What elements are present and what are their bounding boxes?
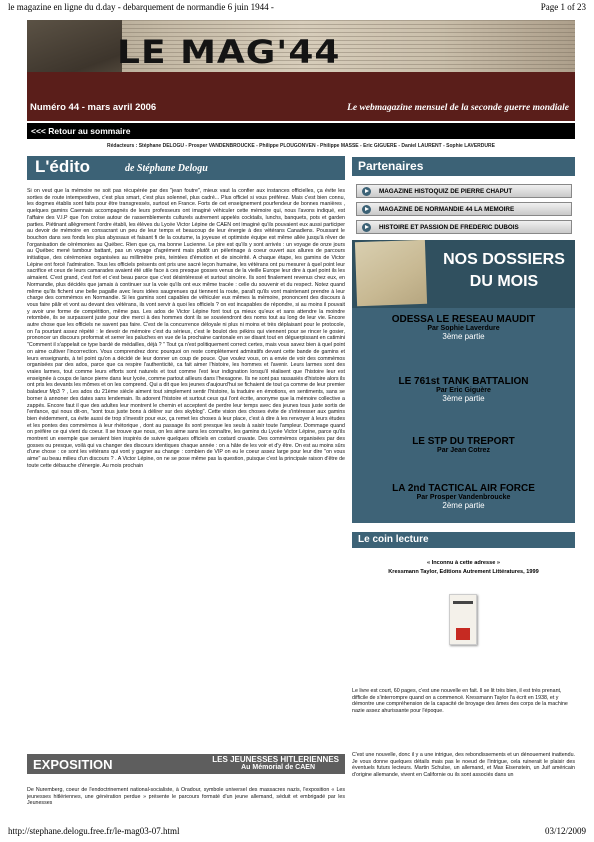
print-footer [8,826,586,838]
site-tagline: Le webmagazine mensuel de la seconde guerre mondiale [347,103,569,113]
site-logo: LE MAG'44 [117,34,341,71]
print-header-title: le magazine en ligne du d.day - debarquement de normandie 6 juin 1944 - [8,2,274,12]
exposition-title: EXPOSITION [33,757,113,772]
dossier-author: Par Jean Cotrez [437,447,490,454]
exposition-name: LES JEUNESSES HITLERIENNES [212,755,339,764]
exposition-venue: Au Mémorial de CAEN [241,764,315,771]
edito-header [27,156,345,180]
dossier-part: 3ème partie [442,394,485,403]
book-edition: Kressmann Taylor, Editions Autrement Littératures, 1999 [388,569,539,575]
play-arrow-icon [362,223,371,232]
dossier-author: Par Prosper Vandenbroucke [416,494,511,501]
print-footer-date: 03/12/2009 [544,826,586,836]
print-footer-url: http://stephane.delogu.free.fr/le-mag03-07.html [8,826,180,836]
book-cover-image [449,594,477,645]
book-cover-title-bar [453,601,473,604]
book-title: « Inconnu à cette adresse » [426,560,501,566]
book-review-intro: Le livre est court, 60 pages, c'est une nouvelle en fait. Il se lit très bien, il est très prenant, difficile de s'interrompre quand on a commencé. Kressmann Taylor l'a écrit en 1938, et y démontre une compréhension de la capacité de broyage des âmes des corps de la machine nazie assez ahurissante pour l'époque. [352,688,568,715]
dossier-author: Par Sophie Laverdure [427,325,500,332]
dossiers-title [434,249,574,293]
dossier-author: Par Eric Giguère [436,387,491,394]
dossier-item-stp-treport[interactable] [352,436,575,454]
edito-byline: de Stéphane Delogu [125,163,208,174]
book-review-body: C'est une nouvelle, donc il y a une intrigue, des rebondissements et un dénouement inattendu. Je vous donne quelques détails mais pas le noeud de l'intrigue, cela ruinerait le plaisir des éventuels futurs lecteurs. Martin Schulse, un allemand, et Max Eisenstein, un Juif américain d'origine allemande, vivent en Californie ou ils sont associés dans un [352,752,575,779]
exposition-header [27,754,345,774]
reading-corner-title: Le coin lecture [358,534,429,545]
partner-link-histoquiz[interactable] [356,184,572,198]
edito-title: L'édito [35,157,91,176]
partners-header [352,157,575,176]
dossier-item-761st[interactable] [352,376,575,403]
dossiers-title-line1: NOS DOSSIERS [443,251,565,268]
dossier-item-odessa[interactable] [352,314,575,341]
partners-list [356,184,572,238]
partner-link-normandie44[interactable] [356,202,572,216]
banner-band [27,72,575,100]
dossier-title: ODESSA LE RESEAU MAUDIT [391,314,536,325]
print-header [8,2,586,14]
partners-title: Partenaires [358,159,424,173]
print-header-page: Page 1 of 23 [540,2,586,12]
dossiers-title-line2: DU MOIS [469,273,539,290]
back-to-summary-link[interactable]: <<< Retour au sommaire [27,123,575,139]
issue-stripe [27,100,575,121]
partner-link-label: MAGAZINE DE NORMANDIE 44 LA MEMOIRE [379,206,515,213]
book-cover-band [456,628,470,640]
dossier-title: LA 2nd TACTICAL AIR FORCE [392,483,535,494]
play-arrow-icon [362,205,371,214]
dossiers-banner [352,240,575,308]
dossier-part: 2ème partie [442,501,485,510]
partner-link-histoire-passion[interactable] [356,220,572,234]
folder-image [355,240,427,306]
dossier-title: LE 761st TANK BATTALION [398,376,529,387]
edito-body: Si on veut que la mémoire ne soit pas récupérée par des "jean foutre", mieux vaut la confier aux instances officielles, ça évite les sorties de route intempestives, c'est plus smart, c'est plus solennel, plus cadré... Plus officiel si vous préférez. Mais c'est bien connu, les dogmes établis sont faits pour être transgressés, surtout en France. Forts de cet enseignement pourfendeur de bonnes manières , quelques gamins Caennais accompagnés de leurs professeurs ont imaginé véhiculer cette mémoire qui, nous l'avons indiqué, est l'affaire des V.I.P que l'on croise autour de rassemblements culturels autrement appelés cocktails, lunchs, banquets, pots et garden parties. Piétinant allègrement l'ordre établi, les élèves du Lycée Victor Lépine de CAEN ont imaginé qu'ils pouvaient eux aussi participer au devoir de mémoire en consacrant un peu de leur temps et beaucoup de leur énergie à des vétérans Canadiens. Poussant le bouchon dans ses fonds les plus abyssaux et faisant fi de la coutume, la joyeuse et optimiste équipe est même allée jusqu'à rêver de l'organisation de cérémonies au Québec. Rien que ça, ma bonne Lucienne. Le pire est qu'ils y sont arrivés : un voyage de onze jours au Québec mené tambour battant, pas un voyage d'agrément mais plutôt un pèlerinage à coeur ouvert aux allures de parcours initiatique, des cérémonies organisées au millimètre près, teintées d'émotion et de sincérité. A chaque étape, les gamins de Victor Lépine ont forcé l'admiration. Tous les officiels présents ont pris une sacré leçon humaine, les vétérans ont pu mesurer à quel point leur sacrifice et ceux de leurs camarades avaient été utile face à ces presque gosses venus de la vieille Europe leur dire à quel point ils les aimaient. C'est grand, c'est fort et c'est beau parce que c'est désintéressé et surtout sincère. Ils sont finalement revenus chez eux, en Normandie, plus décidés que jamais à continuer sur la voie qu'ils ont eux même tracée : celle du souvenir et du respect. Notez quand même qu'ils fichent une belle pagaille avec leurs idées saugrenues qui tiennent la route, paraît qu'ils vont maintenant prendre à leur charge des commémos en Normandie. Si les gamins sont capables de véhiculer eux mêmes la mémoire, prononcent des discours à vous faire pâlir et vont au devant des vétérans, ils vont servir à quoi les officiels ? on est incapables de répondre, si au moins il pouvait y avoir une forme de compétition, même pas. Les ados de Victor Lépine font tout ça mieux qu'eux et sans attendre la moindre retombée, ils se surpassent juste pour dire merci à des hommes dont ils se souviendront des noms tout au long de leur vie. Encore autre chose que les officiels ne savent pas faire. C'est de la concurrence déloyale ni plus ni moins et très déplaisant pour le protocole, on l'a pourtant assez répété : le devoir de mémoire c'est du sérieux, c'est le boulot des pékins qui viennent pour se rincer le gosier, prononcer un discours proformat et serrer les paluches en vue de la prochaine cantonale en se disant tout en déguerpissant en catimini "Comment il s'appelait ce type bardé de médailles, déjà ? " Tout ça n'est politiquement correct certes, mais vous savez bien à quel point on aime cultiver l'incorrection. Vous comprendrez donc pourquoi on reste complètement admiratifs devant cette bande de gamins et leurs enseignants, à tel point qu'on a décidé de leur donner un coup de pouce. Que voulez vous, on a envie de voir des commémos organisées par des ados, parce que ca respire l'authenticité, ca fait aimer l'histoire, les hommes et l'avenir. Leurs larmes sont des vraies larmes, tout comme leurs efforts sont naturels et tout comme l'est leur indignation lorsqu'il réalisent que l'histoire leur est enseignée à coups de lance pierre dans leur lycée, comme partout ailleurs dans l'hexagone. Ils ne sont pas rassasiés d'histoire alors ils ont pris les devants les mômes et on les comprend. Qui a dit que les jeunes d'aujourd'hui se fichaient de tout ça comme de leur premier baladeur Mp3 ? , Les ados du 21ème siècle aiment tout simplement sentir l'histoire, la traduire en émotions, en sentiments, sans se borner à annoner des dates sans lendemain. Ils adorent l'histoire et surtout ceux qui l'ont écrite, anonyme que la mémoire collective a zappés. Encore faut il que des adultes leur montrent le chemin et acceptent de perdre leur temps avec des jeunes tous juste sortis de l'enfance, qui nous dit-on, "sont tous juste bons à délirer sur des skyblog". Cette vision des choses évite de s'intéresser aux gamins bien évidemment, ca évite aussi de trop s'investir pour eux, ça remet les choses à leur place, c'est à dire à les renvoyer à leurs études et les pontes des commémos à leur rhétorique , dont au passage ils sont presque les seuls à saisir toute l'ampleur. Dommage quand on préfère ce qui vient du coeur. Il se trouve que nous, on les aime sans les connaître, les gamins du Lycée Victor Lépine, parce qu'ils montrent un exemple que seraient bien inspirés de suivre quelques officiels en costard cravate. Des commémos organisées par des gosses ou presque, voilà qui va changer des discours identiques chaque année : on a hâte de les voir et d'y être. On est au moins sûrs d'une chose : ce sont les vétérans qui vont y gagner au change : combien de VIP on eu le coeur assez large pour leur dire "on vous aime" au beau milieu d'un discours ? . A Victor Lépine, on ne se pose même pas la question, puisque c'est la principale raison d'être de toute cette débauche d'énergie. Au mois prochain [27,188,345,469]
dossiers-panel [352,240,575,523]
partner-link-label: HISTOIRE ET PASSION DE FREDERIC DUBOIS [379,224,519,231]
exposition-body: De Nuremberg, coeur de l'endoctrinement national-socialiste, à Oradour, symbole universel des massacres nazis, l'exposition « Les jeunesses hitlériennes, une génération perdue » présente le parcours formaté d'un jeune allemand, séduit et embrigadé par les Jeunesses [27,787,345,807]
partner-link-label: MAGAZINE HISTOQUIZ DE PIERRE CHAPUT [379,188,513,195]
editors-credits: Rédacteurs : Stéphane DELOGU - Prosper VANDENBROUCKE - Philippe PLOUGONVEN - Philippe MASSE - Eric GIGUERE - Daniel LAURENT - Sophie LAVERDURE [107,143,495,149]
site-banner [27,20,575,100]
reading-corner-header [352,532,575,548]
dossier-title: LE STP DU TREPORT [412,436,515,447]
dossier-part: 3ème partie [442,332,485,341]
dossier-item-2nd-taf[interactable] [352,483,575,510]
issue-number: Numéro 44 - mars avril 2006 [30,102,157,113]
play-arrow-icon [362,187,371,196]
